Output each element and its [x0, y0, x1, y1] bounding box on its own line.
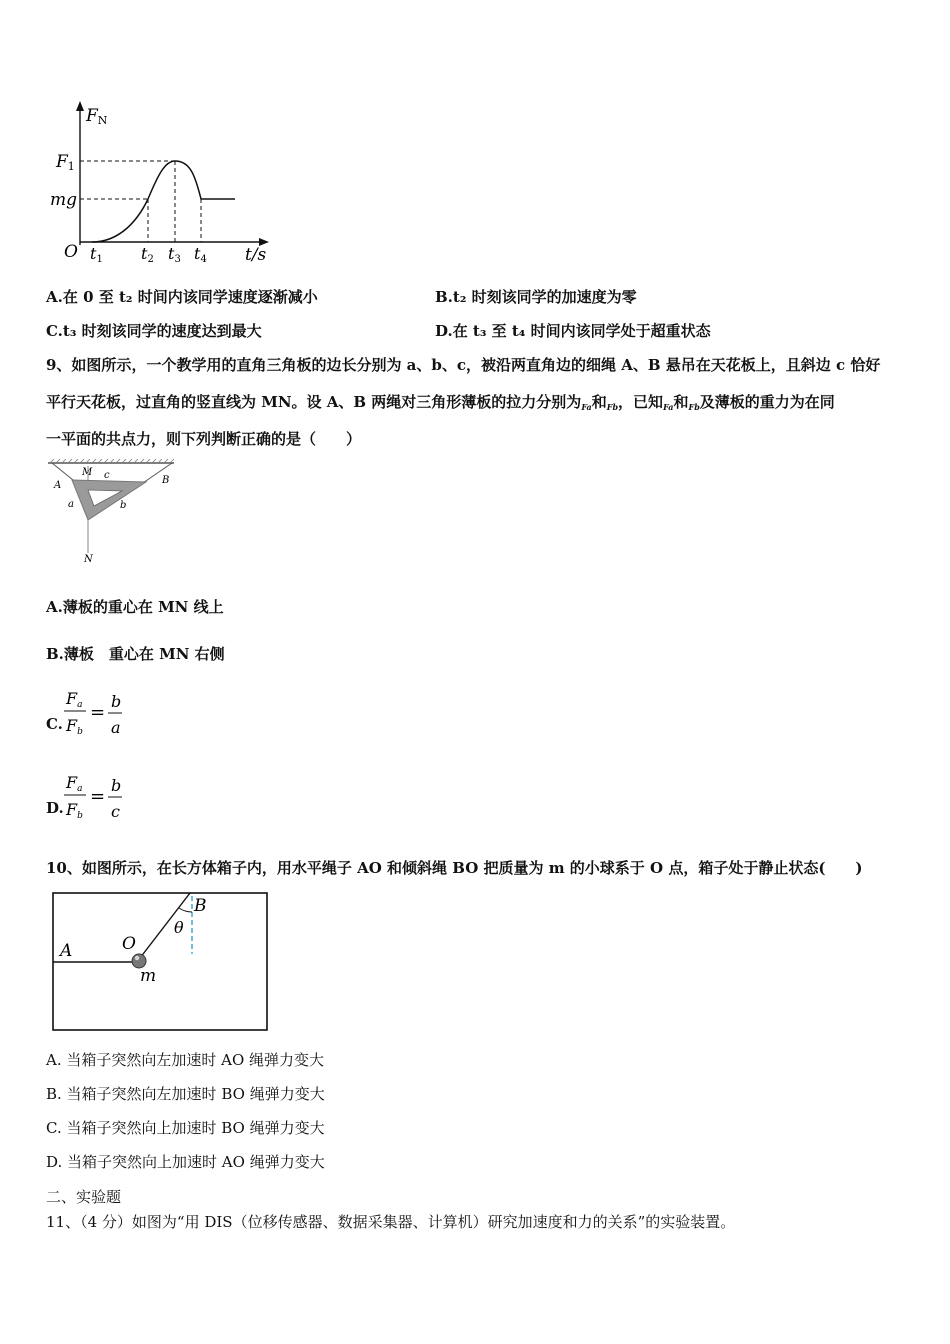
stem-text: ，已知 — [618, 393, 664, 411]
q9-stem-line2 — [46, 392, 835, 417]
label-c: c — [104, 470, 110, 481]
stem-text: 和 — [591, 393, 607, 411]
q9-option-b: B.薄板 重心在 MN 右侧 — [46, 645, 225, 663]
option-text: t₃ 时刻该同学的速度达到最大 — [62, 322, 262, 340]
angle-arc — [179, 908, 192, 912]
stem-text: 和 — [673, 393, 689, 411]
label-m: M — [82, 467, 93, 478]
y-axis-arrow — [76, 101, 84, 111]
svg-text:c: c — [111, 802, 120, 821]
t3-label: t3 — [168, 244, 181, 265]
triangle-board — [72, 480, 146, 520]
option-text: 在 t₃ 至 t₄ 时间内该同学处于超重状态 — [452, 322, 711, 340]
svg-text:=: = — [90, 702, 106, 723]
stem-text: 及薄板的重力为在同 — [699, 393, 835, 411]
f1-label: F1 — [56, 152, 75, 173]
svg-text:=: = — [90, 786, 106, 807]
y-axis-label: FN — [86, 106, 108, 127]
label-m: m — [140, 966, 157, 986]
q11-stem: 11、（4 分）如图为“用 DIS（位移传感器、数据采集器、计算机）研究加速度和力的关系”的实验装置。 — [46, 1213, 736, 1231]
q8-option-c — [46, 320, 262, 341]
svg-text:a: a — [111, 718, 121, 737]
q10-option-b: B. 当箱子突然向左加速时 BO 绳弹力变大 — [46, 1085, 325, 1103]
force-b: Fb — [606, 402, 619, 412]
option-text: t₂ 时刻该同学的加速度为零 — [452, 288, 637, 306]
q8-option-b — [435, 286, 637, 307]
svg-text:Fb: Fb — [66, 716, 83, 737]
svg-text:Fa: Fa — [66, 689, 83, 710]
t1-label: t1 — [90, 244, 103, 265]
svg-text:b: b — [111, 776, 122, 795]
label-a-side: a — [68, 499, 74, 510]
svg-text:Fb: Fb — [66, 800, 83, 821]
mg-label: mg — [50, 190, 78, 210]
stem-text: 平行天花板，过直角的竖直线为 MN。设 A、B 两绳对三角形薄板的拉力分别为 — [46, 393, 582, 411]
label-b-side: b — [120, 500, 127, 511]
option-letter: B. — [435, 288, 453, 306]
q8-option-d — [435, 320, 711, 341]
x-axis-label: t/s — [245, 245, 267, 265]
q9-stem-line3: 一平面的共点力，则下列判断正确的是（ ） — [46, 430, 362, 448]
force-curve — [92, 161, 235, 242]
box-ball-figure — [48, 888, 274, 1038]
q9-option-c-letter: C. — [46, 715, 63, 733]
ball-highlight — [135, 956, 139, 960]
origin-label: O — [64, 242, 78, 262]
q10-stem: 10、如图所示，在长方体箱子内，用水平绳子 AO 和倾斜绳 BO 把质量为 m 的小球系于 O 点，箱子处于静止状态( ) — [46, 859, 863, 877]
label-b-point: B — [162, 475, 170, 486]
q9-option-d-formula — [62, 772, 132, 824]
q9-option-d-letter: D. — [46, 799, 64, 817]
force-a: Fa — [663, 402, 674, 412]
option-text: 在 0 至 t₂ 时间内该同学速度逐渐减小 — [62, 288, 318, 306]
q9-option-a: A.薄板的重心在 MN 线上 — [46, 598, 224, 616]
q8-option-a — [46, 286, 318, 307]
svg-text:Fa: Fa — [66, 773, 83, 794]
force-b: Fb — [688, 402, 700, 412]
label-a-point: A — [54, 480, 62, 491]
q10-option-c: C. 当箱子突然向上加速时 BO 绳弹力变大 — [46, 1119, 325, 1137]
triangle-board-figure — [44, 458, 179, 568]
q9-stem-line1: 9、如图所示，一个教学用的直角三角板的边长分别为 a、b、c，被沿两直角边的细绳 A、B 悬吊在天花板上，且斜边 c 恰好 — [46, 356, 881, 374]
option-letter: C. — [46, 322, 63, 340]
force-a: Fa — [581, 402, 592, 412]
force-time-graph — [40, 95, 280, 270]
q10-option-d: D. 当箱子突然向上加速时 AO 绳弹力变大 — [46, 1153, 325, 1171]
option-letter: A. — [46, 288, 63, 306]
label-o: O — [122, 934, 136, 954]
label-theta: θ — [174, 918, 184, 937]
label-n: N — [84, 554, 93, 565]
svg-text:b: b — [111, 692, 122, 711]
label-b: B — [194, 896, 207, 916]
label-a: A — [60, 941, 73, 961]
option-letter: D. — [435, 322, 453, 340]
t4-label: t4 — [194, 244, 207, 265]
section-heading: 二、实验题 — [46, 1188, 122, 1206]
q10-option-a: A. 当箱子突然向左加速时 AO 绳弹力变大 — [46, 1051, 325, 1069]
t2-label: t2 — [141, 244, 154, 265]
q9-option-c-formula — [62, 688, 132, 740]
